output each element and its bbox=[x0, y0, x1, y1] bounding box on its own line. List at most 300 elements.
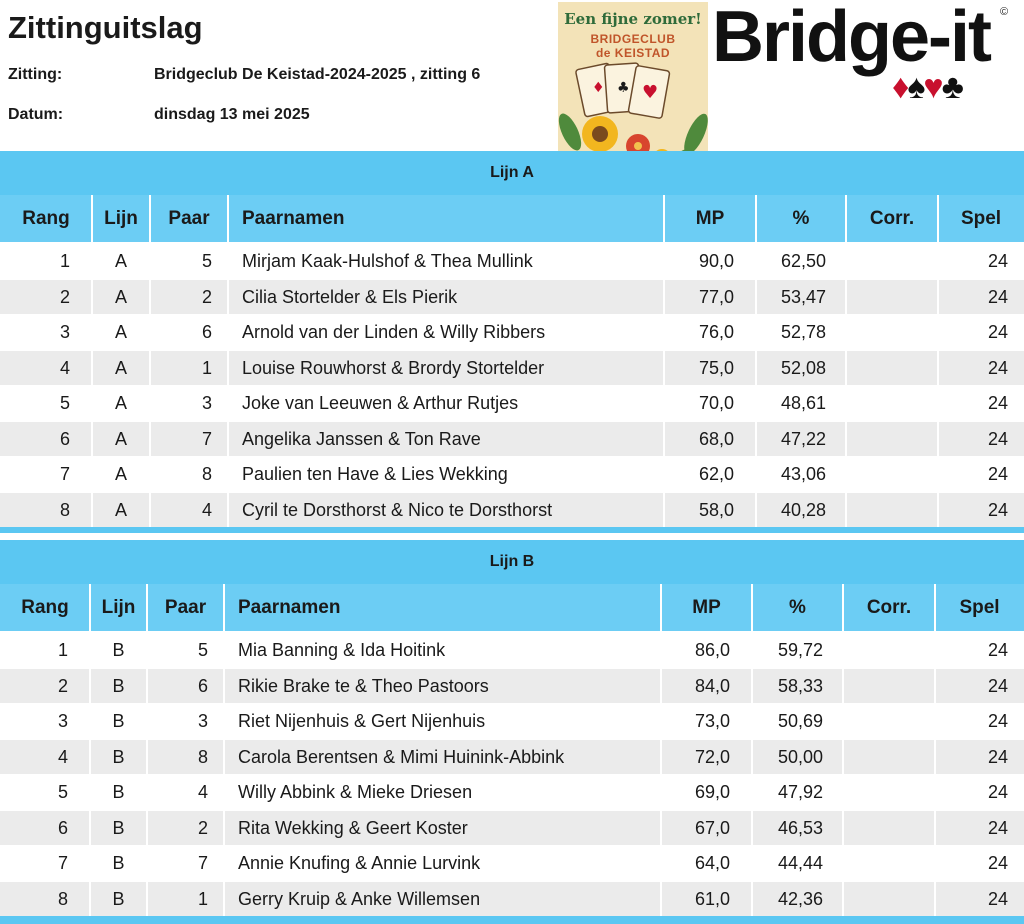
line-b-col-divider bbox=[89, 584, 91, 631]
cell-spel: 24 bbox=[987, 746, 1008, 767]
cell-divider bbox=[751, 775, 753, 811]
line-a-col-paar: Paar bbox=[168, 207, 210, 229]
cell-divider bbox=[842, 740, 844, 776]
cell-divider bbox=[660, 811, 662, 847]
cell-rang: 3 bbox=[59, 322, 70, 343]
cell-namen: Angelika Janssen & Ton Rave bbox=[242, 428, 481, 449]
cell-divider bbox=[660, 882, 662, 918]
cell-divider bbox=[223, 882, 225, 918]
cell-divider bbox=[751, 704, 753, 740]
cell-mp: 68,0 bbox=[698, 428, 734, 449]
cell-divider bbox=[845, 244, 847, 280]
cell-pct: 43,06 bbox=[780, 464, 826, 485]
cell-divider bbox=[755, 315, 757, 351]
cell-namen: Mia Banning & Ida Hoitink bbox=[238, 640, 446, 661]
cell-paar: 8 bbox=[201, 464, 212, 485]
table-row bbox=[0, 633, 1024, 669]
cell-paar: 2 bbox=[201, 286, 212, 307]
cell-divider bbox=[663, 457, 665, 493]
cell-corr bbox=[843, 740, 935, 776]
svg-text:♥: ♥ bbox=[642, 82, 659, 103]
line-b-col-divider bbox=[146, 584, 148, 631]
cell-rang: 2 bbox=[59, 286, 70, 307]
cell-paar: 4 bbox=[197, 782, 208, 803]
cell-divider bbox=[223, 846, 225, 882]
cell-paar: 2 bbox=[197, 817, 208, 838]
cell-divider bbox=[149, 493, 151, 529]
cell-namen: Arnold van der Linden & Willy Ribbers bbox=[242, 322, 546, 343]
cell-divider bbox=[842, 633, 844, 669]
line-a-col-divider bbox=[149, 195, 151, 242]
cell-pct: 52,08 bbox=[780, 357, 826, 378]
cell-rang: 8 bbox=[57, 888, 68, 909]
line-a-col-namen: Paarnamen bbox=[242, 207, 345, 229]
cell-divider bbox=[937, 493, 939, 529]
line-a-col-divider bbox=[227, 195, 229, 242]
cell-divider bbox=[755, 351, 757, 387]
cell-divider bbox=[842, 775, 844, 811]
table-row bbox=[0, 775, 1024, 811]
cell-paar: 5 bbox=[201, 251, 212, 272]
line-a-col-mp: MP bbox=[695, 207, 725, 229]
cell-divider bbox=[755, 280, 757, 316]
cell-divider bbox=[934, 633, 936, 669]
cell-lijn: B bbox=[112, 746, 125, 767]
table-row bbox=[0, 422, 1024, 458]
cell-corr bbox=[843, 633, 935, 669]
table-row bbox=[0, 882, 1024, 918]
cell-divider bbox=[934, 882, 936, 918]
table-row bbox=[0, 811, 1024, 847]
cell-spel: 24 bbox=[987, 782, 1008, 803]
cell-corr bbox=[843, 811, 935, 847]
copyright-mark: © bbox=[1000, 6, 1009, 18]
cell-mp: 64,0 bbox=[694, 853, 730, 874]
cell-spel: 24 bbox=[987, 357, 1008, 378]
cell-paar: 6 bbox=[197, 675, 208, 696]
cell-rang: 4 bbox=[59, 357, 70, 378]
line-b-col-spel: Spel bbox=[959, 596, 1000, 618]
cell-namen: Rita Wekking & Geert Koster bbox=[238, 817, 468, 838]
cell-divider bbox=[842, 882, 844, 918]
table-row bbox=[0, 669, 1024, 705]
cell-pct: 40,28 bbox=[780, 499, 826, 520]
cell-divider bbox=[89, 882, 91, 918]
cell-divider bbox=[227, 386, 229, 422]
table-row bbox=[0, 493, 1024, 529]
cell-divider bbox=[149, 280, 151, 316]
cell-namen: Riet Nijenhuis & Gert Nijenhuis bbox=[238, 711, 486, 732]
line-b-col-mp: MP bbox=[692, 596, 721, 618]
cell-corr bbox=[843, 669, 935, 705]
line-b-col-rang: Rang bbox=[21, 596, 69, 618]
cell-divider bbox=[146, 882, 148, 918]
card-suits bbox=[892, 70, 962, 104]
cell-spel: 24 bbox=[987, 464, 1008, 485]
line-b-col-namen: Paarnamen bbox=[238, 596, 341, 618]
cell-spel: 24 bbox=[987, 888, 1008, 909]
svg-text:♣: ♣ bbox=[617, 80, 630, 96]
cell-divider bbox=[89, 846, 91, 882]
line-b-col-divider bbox=[751, 584, 753, 631]
cell-divider bbox=[663, 386, 665, 422]
cell-pct: 50,00 bbox=[777, 746, 823, 767]
cell-divider bbox=[91, 351, 93, 387]
cell-divider bbox=[845, 280, 847, 316]
line-b-heading: Lijn B bbox=[0, 540, 1024, 584]
cell-divider bbox=[751, 740, 753, 776]
cell-lijn: B bbox=[112, 888, 125, 909]
cell-spel: 24 bbox=[987, 322, 1008, 343]
cell-divider bbox=[146, 704, 148, 740]
cell-pct: 44,44 bbox=[777, 853, 823, 874]
cell-divider bbox=[842, 704, 844, 740]
cell-namen: Cyril te Dorsthorst & Nico te Dorsthorst bbox=[242, 499, 553, 520]
cell-corr bbox=[846, 457, 938, 493]
cell-divider bbox=[845, 457, 847, 493]
cell-divider bbox=[89, 811, 91, 847]
cell-namen: Gerry Kruip & Anke Willemsen bbox=[238, 888, 481, 909]
cell-namen: Annie Knufing & Annie Lurvink bbox=[238, 853, 481, 874]
cell-pct: 48,61 bbox=[780, 393, 826, 414]
cell-divider bbox=[663, 244, 665, 280]
cell-divider bbox=[842, 669, 844, 705]
cell-rang: 2 bbox=[57, 675, 68, 696]
cell-pct: 50,69 bbox=[777, 711, 823, 732]
cell-divider bbox=[755, 422, 757, 458]
cell-mp: 77,0 bbox=[698, 286, 734, 307]
cell-divider bbox=[663, 493, 665, 529]
table-row bbox=[0, 386, 1024, 422]
cell-spel: 24 bbox=[987, 817, 1008, 838]
line-a-col-corr: Corr. bbox=[869, 207, 915, 229]
cell-pct: 59,72 bbox=[777, 640, 823, 661]
cell-rang: 1 bbox=[57, 640, 68, 661]
cell-divider bbox=[937, 244, 939, 280]
cell-divider bbox=[149, 386, 151, 422]
cell-divider bbox=[845, 386, 847, 422]
table-row bbox=[0, 740, 1024, 776]
cell-pct: 46,53 bbox=[777, 817, 823, 838]
cell-rang: 5 bbox=[57, 782, 68, 803]
cell-divider bbox=[663, 351, 665, 387]
cell-mp: 76,0 bbox=[698, 322, 734, 343]
cell-lijn: A bbox=[114, 251, 127, 272]
cell-divider bbox=[845, 422, 847, 458]
cell-divider bbox=[89, 633, 91, 669]
line-b-table-header bbox=[0, 584, 1024, 631]
cell-namen: Louise Rouwhorst & Brordy Stortelder bbox=[242, 357, 545, 378]
cell-lijn: A bbox=[114, 322, 127, 343]
cell-divider bbox=[663, 280, 665, 316]
cell-namen: Paulien ten Have & Lies Wekking bbox=[242, 464, 508, 485]
table-row bbox=[0, 351, 1024, 387]
table-row bbox=[0, 280, 1024, 316]
cell-pct: 58,33 bbox=[777, 675, 823, 696]
cell-divider bbox=[937, 351, 939, 387]
line-a-col-pct: % bbox=[792, 207, 810, 229]
cell-spel: 24 bbox=[987, 499, 1008, 520]
cell-spel: 24 bbox=[987, 286, 1008, 307]
cell-divider bbox=[146, 740, 148, 776]
line-a-table-header bbox=[0, 195, 1024, 242]
cell-paar: 4 bbox=[201, 499, 212, 520]
cell-corr bbox=[846, 280, 938, 316]
datum-value: dinsdag 13 mei 2025 bbox=[154, 106, 310, 123]
heart-icon: ♥ bbox=[923, 68, 942, 106]
cell-mp: 70,0 bbox=[698, 393, 734, 414]
cell-corr bbox=[846, 422, 938, 458]
cell-divider bbox=[751, 882, 753, 918]
cell-divider bbox=[937, 422, 939, 458]
cell-divider bbox=[755, 244, 757, 280]
cell-divider bbox=[934, 811, 936, 847]
line-a-col-divider bbox=[937, 195, 939, 242]
cell-rang: 7 bbox=[59, 464, 70, 485]
cell-divider bbox=[660, 669, 662, 705]
cell-divider bbox=[934, 704, 936, 740]
cell-divider bbox=[227, 493, 229, 529]
cell-paar: 5 bbox=[197, 640, 208, 661]
cell-pct: 47,22 bbox=[780, 428, 826, 449]
cell-mp: 61,0 bbox=[694, 888, 730, 909]
cell-divider bbox=[149, 457, 151, 493]
cell-divider bbox=[149, 351, 151, 387]
cell-mp: 90,0 bbox=[698, 251, 734, 272]
cell-rang: 5 bbox=[59, 393, 70, 414]
cell-spel: 24 bbox=[987, 428, 1008, 449]
cell-divider bbox=[91, 457, 93, 493]
cell-divider bbox=[755, 386, 757, 422]
datum-label: Datum: bbox=[8, 106, 64, 123]
cell-paar: 7 bbox=[201, 428, 212, 449]
cell-pct: 62,50 bbox=[780, 251, 826, 272]
cell-divider bbox=[223, 669, 225, 705]
cell-pct: 47,92 bbox=[777, 782, 823, 803]
line-a-col-lijn: Lijn bbox=[104, 207, 138, 229]
zitting-value: Bridgeclub De Keistad-2024-2025 , zitting 6 bbox=[154, 66, 481, 83]
cell-divider bbox=[660, 846, 662, 882]
cell-divider bbox=[149, 244, 151, 280]
cell-divider bbox=[89, 704, 91, 740]
line-b-col-paar: Paar bbox=[164, 596, 207, 618]
table-row bbox=[0, 244, 1024, 280]
cell-rang: 6 bbox=[59, 428, 70, 449]
cell-spel: 24 bbox=[987, 711, 1008, 732]
cell-rang: 1 bbox=[59, 251, 70, 272]
cell-divider bbox=[934, 669, 936, 705]
line-b-footer-bar bbox=[0, 916, 1024, 924]
cell-mp: 86,0 bbox=[694, 640, 730, 661]
cell-paar: 3 bbox=[201, 393, 212, 414]
cell-lijn: B bbox=[112, 782, 125, 803]
cell-divider bbox=[751, 669, 753, 705]
cell-divider bbox=[227, 351, 229, 387]
poster-club-line1: BRIDGECLUB bbox=[590, 32, 676, 46]
cell-spel: 24 bbox=[987, 640, 1008, 661]
poster-club-line2: de KEISTAD bbox=[595, 46, 671, 60]
cell-paar: 6 bbox=[201, 322, 212, 343]
cell-corr bbox=[843, 846, 935, 882]
cell-divider bbox=[934, 775, 936, 811]
cell-rang: 4 bbox=[57, 746, 68, 767]
cell-mp: 72,0 bbox=[694, 746, 730, 767]
cell-divider bbox=[227, 244, 229, 280]
cell-divider bbox=[751, 846, 753, 882]
sunflower-icon bbox=[582, 116, 618, 152]
cell-spel: 24 bbox=[987, 393, 1008, 414]
zitting-label: Zitting: bbox=[8, 66, 63, 83]
cell-paar: 8 bbox=[197, 746, 208, 767]
cell-lijn: A bbox=[114, 286, 127, 307]
cell-divider bbox=[937, 315, 939, 351]
cell-divider bbox=[91, 280, 93, 316]
cell-divider bbox=[146, 846, 148, 882]
cell-divider bbox=[937, 280, 939, 316]
line-b-col-pct: % bbox=[789, 596, 806, 618]
cell-lijn: A bbox=[114, 393, 127, 414]
cell-paar: 1 bbox=[197, 888, 208, 909]
cell-pct: 52,78 bbox=[780, 322, 826, 343]
cell-paar: 7 bbox=[197, 853, 208, 874]
cell-divider bbox=[937, 457, 939, 493]
cell-divider bbox=[149, 315, 151, 351]
line-a-heading: Lijn A bbox=[0, 151, 1024, 195]
cell-namen: Willy Abbink & Mieke Driesen bbox=[238, 782, 473, 803]
cell-divider bbox=[146, 669, 148, 705]
line-b-col-lijn: Lijn bbox=[101, 596, 136, 618]
line-b-col-divider bbox=[223, 584, 225, 631]
cell-corr bbox=[846, 351, 938, 387]
cell-divider bbox=[842, 811, 844, 847]
cell-divider bbox=[755, 457, 757, 493]
cell-namen: Carola Berentsen & Mimi Huinink-Abbink bbox=[238, 746, 565, 767]
line-a-col-divider bbox=[845, 195, 847, 242]
cell-corr bbox=[846, 244, 938, 280]
cell-spel: 24 bbox=[987, 675, 1008, 696]
cell-divider bbox=[146, 811, 148, 847]
cell-divider bbox=[660, 633, 662, 669]
cell-lijn: B bbox=[112, 711, 125, 732]
line-a-footer-bar bbox=[0, 527, 1024, 533]
cell-divider bbox=[146, 775, 148, 811]
diamond-icon: ♦ bbox=[892, 68, 908, 106]
cell-lijn: A bbox=[114, 357, 127, 378]
playing-cards-icon bbox=[575, 63, 670, 119]
cell-lijn: A bbox=[114, 499, 127, 520]
cell-mp: 62,0 bbox=[698, 464, 734, 485]
page-title: Zittinguitslag bbox=[8, 10, 203, 45]
cell-divider bbox=[660, 704, 662, 740]
cell-divider bbox=[660, 775, 662, 811]
cell-spel: 24 bbox=[987, 853, 1008, 874]
cell-divider bbox=[89, 740, 91, 776]
cell-divider bbox=[934, 846, 936, 882]
cell-corr bbox=[846, 386, 938, 422]
cell-divider bbox=[223, 775, 225, 811]
cell-divider bbox=[91, 422, 93, 458]
cell-divider bbox=[223, 704, 225, 740]
cell-mp: 84,0 bbox=[694, 675, 730, 696]
line-b-col-divider bbox=[660, 584, 662, 631]
poster-headline: Een fijne zomer! bbox=[564, 10, 702, 28]
cell-divider bbox=[89, 669, 91, 705]
table-row bbox=[0, 846, 1024, 882]
cell-divider bbox=[91, 386, 93, 422]
cell-divider bbox=[89, 775, 91, 811]
cell-divider bbox=[755, 493, 757, 529]
cell-paar: 3 bbox=[197, 711, 208, 732]
cell-mp: 58,0 bbox=[698, 499, 734, 520]
cell-lijn: A bbox=[114, 464, 127, 485]
cell-divider bbox=[149, 422, 151, 458]
table-row bbox=[0, 315, 1024, 351]
spade-icon: ♠ bbox=[907, 68, 924, 106]
club-icon: ♣ bbox=[941, 68, 962, 106]
cell-namen: Cilia Stortelder & Els Pierik bbox=[242, 286, 458, 307]
line-a-col-divider bbox=[663, 195, 665, 242]
svg-text:♦: ♦ bbox=[592, 80, 605, 96]
cell-spel: 24 bbox=[987, 251, 1008, 272]
cell-lijn: B bbox=[112, 675, 125, 696]
cell-divider bbox=[934, 740, 936, 776]
cell-divider bbox=[663, 422, 665, 458]
cell-lijn: B bbox=[112, 853, 125, 874]
cell-namen: Joke van Leeuwen & Arthur Rutjes bbox=[242, 393, 519, 414]
cell-divider bbox=[663, 315, 665, 351]
cell-divider bbox=[751, 633, 753, 669]
cell-divider bbox=[91, 315, 93, 351]
cell-divider bbox=[845, 351, 847, 387]
cell-corr bbox=[843, 882, 935, 918]
cell-namen: Mirjam Kaak-Hulshof & Thea Mullink bbox=[242, 251, 533, 272]
cell-lijn: B bbox=[112, 817, 125, 838]
cell-divider bbox=[751, 811, 753, 847]
cell-rang: 6 bbox=[57, 817, 68, 838]
line-b-col-corr: Corr. bbox=[866, 596, 912, 618]
cell-divider bbox=[937, 386, 939, 422]
table-row bbox=[0, 704, 1024, 740]
line-a-col-divider bbox=[91, 195, 93, 242]
line-a-col-rang: Rang bbox=[22, 207, 70, 229]
cell-divider bbox=[660, 740, 662, 776]
cell-corr bbox=[846, 493, 938, 529]
cell-lijn: A bbox=[114, 428, 127, 449]
cell-divider bbox=[91, 493, 93, 529]
cell-divider bbox=[845, 315, 847, 351]
cell-pct: 42,36 bbox=[777, 888, 823, 909]
cell-rang: 8 bbox=[59, 499, 70, 520]
cell-corr bbox=[843, 775, 935, 811]
table-row bbox=[0, 457, 1024, 493]
cell-namen: Rikie Brake te & Theo Pastoors bbox=[238, 675, 489, 696]
cell-rang: 3 bbox=[57, 711, 68, 732]
cell-divider bbox=[227, 315, 229, 351]
cell-mp: 75,0 bbox=[698, 357, 734, 378]
cell-divider bbox=[146, 633, 148, 669]
cell-divider bbox=[842, 846, 844, 882]
cell-divider bbox=[91, 244, 93, 280]
cell-rang: 7 bbox=[57, 853, 68, 874]
cell-divider bbox=[845, 493, 847, 529]
cell-lijn: B bbox=[112, 640, 125, 661]
line-a-col-divider bbox=[755, 195, 757, 242]
brand-logo: Bridge-it bbox=[712, 0, 990, 77]
line-a-col-spel: Spel bbox=[960, 207, 1002, 229]
cell-divider bbox=[223, 740, 225, 776]
cell-corr bbox=[846, 315, 938, 351]
cell-mp: 69,0 bbox=[694, 782, 730, 803]
